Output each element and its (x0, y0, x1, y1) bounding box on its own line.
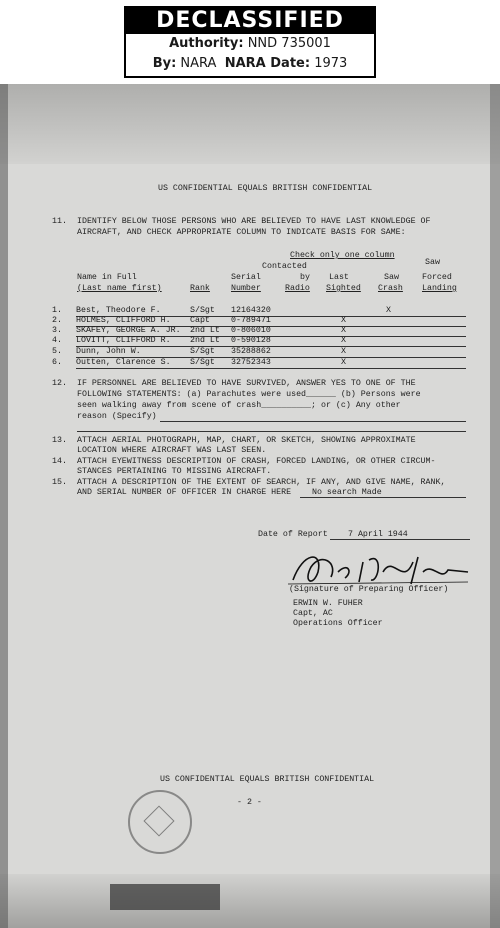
received-seal (128, 790, 192, 854)
stamp-by-date: By: NARA NARA Date: 1973 (152, 56, 348, 71)
col-radio-header: Radio (285, 284, 310, 293)
scan-shadow-top (0, 84, 500, 164)
col-serial-header: Serial (231, 273, 261, 282)
q12-text-line2: FOLLOWING STATEMENTS: (a) Parachutes were used______ (b) Persons were (77, 390, 421, 399)
q14-text-line2: STANCES PERTAINING TO MISSING AIRCRAFT. (77, 467, 272, 476)
q15-text-line2: AND SERIAL NUMBER OF OFFICER IN CHARGE HERE (77, 488, 292, 497)
stamp-authority: Authority: NND 735001 (169, 36, 331, 51)
q12-text-line4: reason (Specify) (77, 412, 157, 421)
filing-stamp-bar (110, 884, 220, 910)
table-row: 5. Dunn, John W. S/Sgt 35288862 X (52, 347, 346, 356)
q12-text-line1: IF PERSONNEL ARE BELIEVED TO HAVE SURVIVED, ANSWER YES TO ONE OF THE (77, 379, 416, 388)
q14-number: 14. (52, 457, 67, 466)
scan-edge-left (0, 84, 8, 928)
q15-answer: No search Made (312, 488, 382, 497)
table-row: 6. Outten, Clarence S. S/Sgt 32752343 X (52, 358, 346, 367)
check-one-column-label: Check only one column (290, 251, 395, 260)
col-saw-header: Saw (425, 258, 440, 267)
q12-extra-line (77, 431, 466, 432)
q13-number: 13. (52, 436, 67, 445)
col-landing-header: Landing (422, 284, 457, 293)
col-crash-header: Crash (378, 284, 403, 293)
scan-shadow-bottom (0, 874, 500, 928)
date-of-report-label: Date of Report (258, 530, 328, 539)
col-rank-header: Rank (190, 284, 210, 293)
page-number: - 2 - (237, 798, 262, 807)
q15-answer-line (300, 497, 466, 498)
classification-footer: US CONFIDENTIAL EQUALS BRITISH CONFIDENTIAL (160, 775, 375, 784)
officer-title: Operations Officer (293, 619, 383, 628)
row-underline (76, 368, 466, 369)
declassified-stamp (124, 6, 376, 78)
q12-specify-line (160, 421, 466, 422)
col-last-header: Last (329, 273, 349, 282)
scan-edge-right (490, 84, 500, 928)
q13-text-line1: ATTACH AERIAL PHOTOGRAPH, MAP, CHART, OR SKETCH, SHOWING APPROXIMATE (77, 436, 416, 445)
q15-text-line1: ATTACH A DESCRIPTION OF THE EXTENT OF SEARCH, IF ANY, AND GIVE NAME, RANK, (77, 478, 446, 487)
q15-number: 15. (52, 478, 67, 487)
col-name-header: Name in Full (77, 273, 137, 282)
stamp-title: DECLASSIFIED (126, 8, 374, 34)
col-number-header: Number (231, 284, 261, 293)
q14-text-line1: ATTACH EYEWITNESS DESCRIPTION OF CRASH, FORCED LANDING, OR OTHER CIRCUM- (77, 457, 436, 466)
col-saw2-header: Saw (384, 273, 399, 282)
q12-number: 12. (52, 379, 67, 388)
classification-header: US CONFIDENTIAL EQUALS BRITISH CONFIDENTIAL (158, 184, 373, 193)
officer-name: ERWIN W. FUHER (293, 599, 363, 608)
date-of-report-value: 7 April 1944 (348, 530, 408, 539)
table-row: 3. SKAFEY, GEORGE A. JR. 2nd Lt 0-806010 X (52, 326, 346, 335)
q11-text-line2: AIRCRAFT, AND CHECK APPROPRIATE COLUMN TO INDICATE BASIS FOR SAME: (77, 228, 406, 237)
col-by-header: by (300, 273, 310, 282)
q11-text-line1: IDENTIFY BELOW THOSE PERSONS WHO ARE BELIEVED TO HAVE LAST KNOWLEDGE OF (77, 217, 431, 226)
table-row: 2. HOLMES, CLIFFORD H. Capt 0-789471 X (52, 316, 346, 325)
col-forced-header: Forced (422, 273, 452, 282)
col-contacted-header: Contacted (262, 262, 307, 271)
table-row: 1. Best, Theodore F. S/Sgt 12164320 X (52, 306, 391, 315)
officer-rank: Capt, AC (293, 609, 333, 618)
q12-text-line3: seen walking away from scene of crash__________; or (c) Any other (77, 401, 401, 410)
q11-number: 11. (52, 217, 67, 226)
signature-caption: (Signature of Preparing Officer) (289, 585, 449, 594)
col-name-subheader: (Last name first) (77, 284, 162, 293)
q13-text-line2: LOCATION WHERE AIRCRAFT WAS LAST SEEN. (77, 446, 267, 455)
table-row: 4. LOVITT, CLIFFORD R. 2nd Lt 0-590128 X (52, 336, 346, 345)
date-underline (330, 539, 470, 540)
col-sighted-header: Sighted (326, 284, 361, 293)
